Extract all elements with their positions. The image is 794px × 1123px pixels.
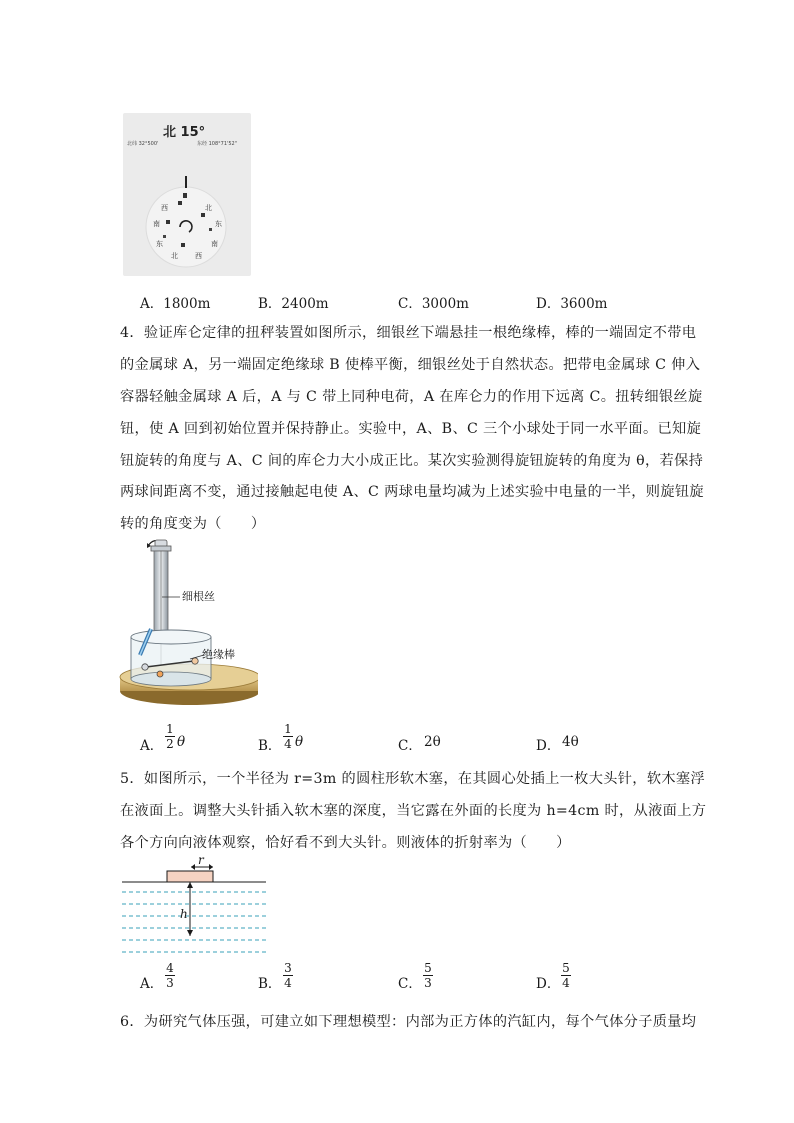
- q6-line-1: 6．为研究气体压强，可建立如下理想模型：内部为正方体的汽缸内，每个气体分子质量均: [120, 1014, 697, 1030]
- q4-option-a-numerator: 1: [166, 722, 174, 736]
- q4-option-a-fraction: [165, 723, 175, 750]
- compass-dir-3: 西: [195, 252, 202, 260]
- q4-option-b-denominator: 4: [284, 737, 292, 751]
- torsion-balance-figure: [118, 535, 258, 715]
- q4-line-2: 的金属球 A，另一端固定绝缘球 B 使棒平衡，细银丝处于自然状态。把带电金属球 C 伸入: [120, 357, 701, 373]
- q4-option-c-letter: C．: [398, 738, 422, 754]
- q5-option-c-fraction: [423, 962, 433, 989]
- q4-option-b-fraction: [283, 723, 293, 750]
- compass-dial: [123, 113, 251, 276]
- compass-longitude: 东经 108°71'52": [197, 141, 238, 147]
- cork-radius-label: r: [198, 853, 204, 867]
- q4-option-b-var: θ: [295, 734, 304, 750]
- q5-option-a-denominator: 3: [166, 976, 174, 990]
- q4-option-b-letter: B．: [258, 738, 282, 754]
- q4-line-5: 钮旋转的角度与 A、C 间的库仑力大小成正比。某次实验测得旋钮旋转的角度为 θ，若保持: [120, 453, 704, 469]
- compass-latitude: 北纬 32°500': [127, 141, 159, 147]
- q5-option-a-numerator: 4: [166, 961, 174, 975]
- q5-option-d-numerator: 5: [562, 961, 570, 975]
- rod-label: 绝缘棒: [202, 648, 235, 661]
- compass-dir-7: 西: [161, 204, 168, 212]
- compass-title: 北 15°: [163, 125, 206, 140]
- pin-length-label: h: [180, 907, 188, 921]
- q5-option-d-denominator: 4: [562, 976, 570, 990]
- q5-option-b-letter: B．: [258, 976, 282, 992]
- q5-option-a-letter: A．: [140, 976, 164, 992]
- q4-option-a-denominator: 2: [166, 737, 174, 751]
- compass-dir-1: 东: [215, 220, 222, 228]
- q5-option-b-numerator: 3: [284, 961, 292, 975]
- q4-line-4: 钮，使 A 回到初始位置并保持静止。实验中，A、B、C 三个小球处于同一水平面。已知旋: [120, 421, 702, 437]
- q4-option-a-letter: A．: [140, 738, 164, 754]
- q5-line-1: 5．如图所示，一个半径为 r=3m 的圆柱形软木塞，在其圆心处插上一枚大头针，软木塞浮: [120, 771, 705, 787]
- compass-dir-2: 南: [211, 240, 218, 248]
- cork-figure: [120, 852, 268, 960]
- compass-dir-6: 南: [153, 220, 160, 228]
- cork-drawing: [120, 852, 268, 960]
- q4-option-d-value: 4θ: [562, 734, 579, 750]
- q5-option-d-letter: D．: [536, 976, 561, 992]
- q5-option-c-denominator: 3: [424, 976, 432, 990]
- q5-line-3: 各个方向向液体观察，恰好看不到大头针。则液体的折射率为（ ）: [120, 835, 571, 851]
- q5-line-2: 在液面上。调整大头针插入软木塞的深度，当它露在外面的长度为 h=4cm 时，从液面上方: [120, 803, 707, 819]
- compass-photo: [123, 113, 251, 276]
- q5-option-c-numerator: 5: [424, 961, 432, 975]
- compass-dir-4: 北: [171, 252, 178, 260]
- q4-option-b-numerator: 1: [284, 722, 292, 736]
- q3-option-a: A．1800m: [140, 296, 211, 312]
- q3-option-d: D．3600m: [536, 296, 608, 312]
- compass-dir-5: 东: [156, 240, 163, 248]
- q4-line-7: 转的角度变为（ ）: [120, 516, 266, 532]
- q4-option-d-letter: D．: [536, 738, 561, 754]
- q4-line-1: 4．验证库仑定律的扭秤装置如图所示，细银丝下端悬挂一根绝缘棒，棒的一端固定不带电: [120, 325, 697, 341]
- q5-option-a-fraction: [165, 962, 175, 989]
- q3-option-c: C．3000m: [398, 296, 469, 312]
- compass-dir-8: 北: [205, 204, 212, 212]
- torsion-balance-drawing: [118, 535, 258, 715]
- q4-option-a-var: θ: [177, 734, 186, 750]
- q5-option-b-fraction: [283, 962, 293, 989]
- q5-option-b-denominator: 4: [284, 976, 292, 990]
- q5-option-d-fraction: [561, 962, 571, 989]
- q4-line-6: 两球间距离不变，通过接触起电使 A、C 两球电量均减为上述实验中电量的一半，则旋钮旋: [120, 484, 704, 500]
- q4-option-c-value: 2θ: [424, 734, 441, 750]
- q5-option-c-letter: C．: [398, 976, 422, 992]
- q4-line-3: 容器轻触金属球 A 后，A 与 C 带上同种电荷，A 在库仑力的作用下远离 C。扭转细银丝旋: [120, 389, 703, 405]
- q3-option-b: B．2400m: [258, 296, 329, 312]
- wire-label: 细根丝: [182, 590, 215, 603]
